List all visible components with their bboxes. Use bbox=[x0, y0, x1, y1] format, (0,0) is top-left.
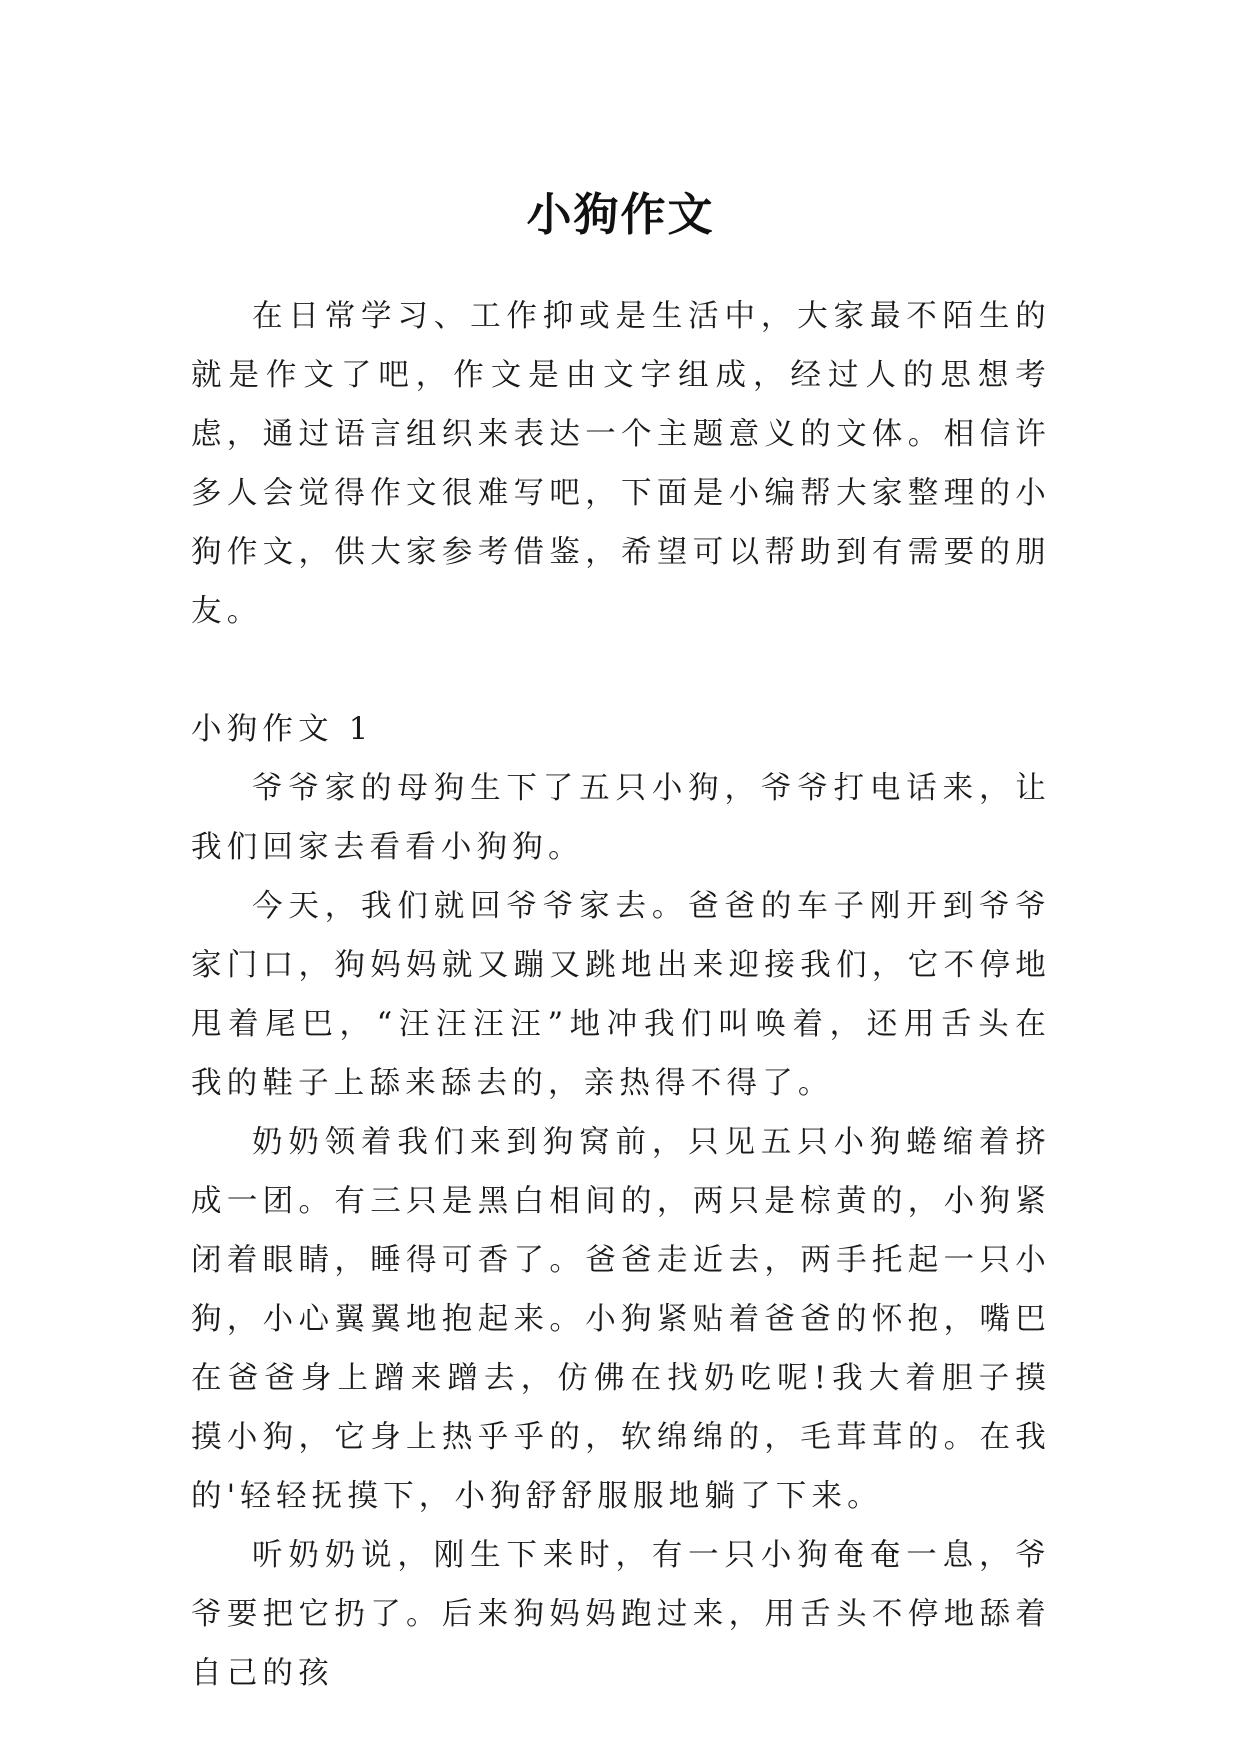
section-heading: 小狗作文 1 bbox=[191, 712, 374, 747]
document-title: 小狗作文 bbox=[526, 188, 715, 242]
body-paragraph: 今天，我们就回爷爷家去。爸爸的车子刚开到爷爷家门口，狗妈妈就又蹦又跳地出来迎接我们，它不停地甩着尾巴，“汪汪汪汪”地冲我们叫唤着，还用舌头在我的鞋子上舔来舔去的，亲热得不得了。 bbox=[191, 889, 1051, 1101]
intro-paragraph: 在日常学习、工作抑或是生活中，大家最不陌生的就是作文了吧，作文是由文字组成，经过人的思想考虑，通过语言组织来表达一个主题意义的文体。相信许多人会觉得作文很难写吧，下面是小编帮大家整理的小狗作文，供大家参考借鉴，希望可以帮助到有需要的朋友。 bbox=[191, 299, 1051, 629]
body-paragraph: 奶奶领着我们来到狗窝前，只见五只小狗蜷缩着挤成一团。有三只是黑白相间的，两只是棕黄的，小狗紧闭着眼睛，睡得可香了。爸爸走近去，两手托起一只小狗，小心翼翼地抱起来。小狗紧贴着爸爸的怀抱，嘴巴在爸爸身上蹭来蹭去，仿佛在找奶吃呢!我大着胆子摸摸小狗，它身上热乎乎的，软绵绵的，毛茸茸的。在我的'轻轻抚摸下，小狗舒舒服服地躺了下来。 bbox=[191, 1125, 1051, 1514]
body-paragraph: 爷爷家的母狗生下了五只小狗，爷爷打电话来，让我们回家去看看小狗狗。 bbox=[191, 771, 1051, 865]
document-body bbox=[191, 287, 1051, 1703]
body-paragraph: 听奶奶说，刚生下来时，有一只小狗奄奄一息，爷爷要把它扔了。后来狗妈妈跑过来，用舌头不停地舔着自己的孩 bbox=[191, 1538, 1051, 1691]
